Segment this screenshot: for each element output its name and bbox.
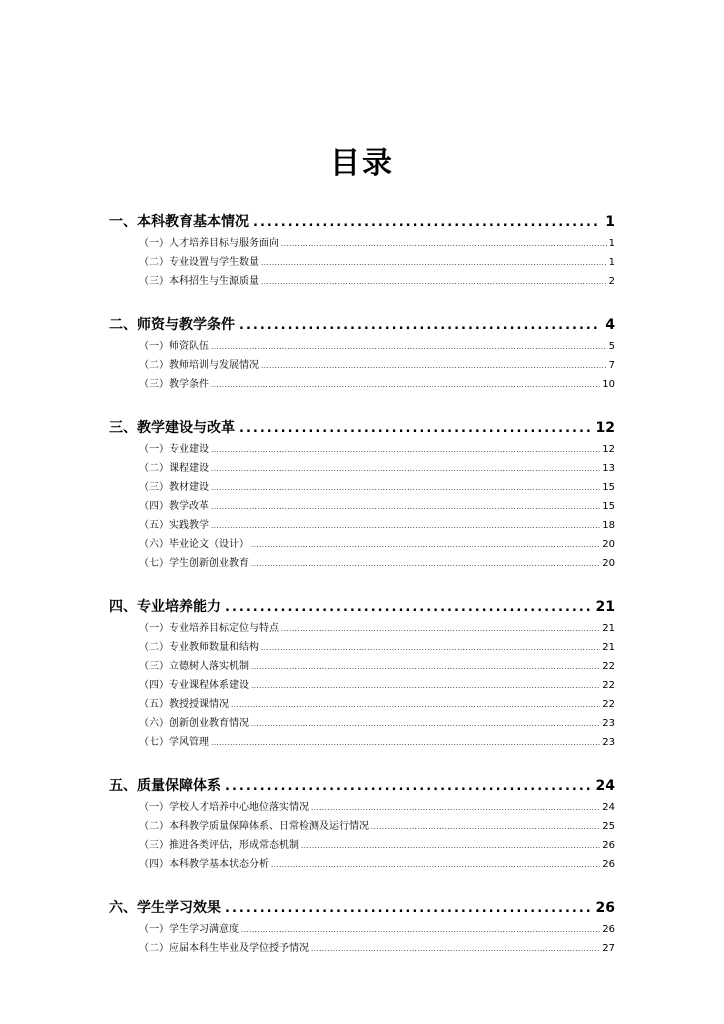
dot-leader: [211, 517, 600, 536]
toc-entry[interactable]: [109, 638, 615, 657]
entry-page-number: 1: [608, 238, 615, 249]
entry-page-number: 23: [602, 737, 615, 748]
dot-leader: [261, 273, 607, 292]
entry-title: （七）学风管理: [139, 737, 209, 748]
toc-entry[interactable]: [109, 375, 615, 394]
toc-entry[interactable]: [109, 337, 615, 356]
entry-page-number: 25: [602, 821, 615, 832]
toc-entry[interactable]: [109, 920, 615, 939]
section-title: 二、师资与教学条件: [109, 317, 235, 333]
dot-leader: [211, 441, 600, 460]
dot-leader: [211, 479, 600, 498]
toc-section-heading[interactable]: [109, 210, 615, 234]
dot-leader: [251, 677, 600, 696]
entry-page-number: 20: [602, 539, 615, 550]
entry-page-number: 22: [602, 699, 615, 710]
entry-page-number: 23: [602, 718, 615, 729]
dot-leader: [301, 837, 600, 856]
toc-entry[interactable]: [109, 836, 615, 855]
toc-section-heading[interactable]: [109, 595, 615, 619]
dot-leader: [231, 696, 600, 715]
section-title: 三、教学建设与改革: [109, 420, 235, 436]
section-page-number: 4: [605, 317, 615, 333]
toc-entry[interactable]: [109, 714, 615, 733]
toc-entry[interactable]: [109, 459, 615, 478]
dot-leader: [281, 620, 600, 639]
entry-title: （三）立德树人落实机制: [139, 661, 249, 672]
section-page-number: 1: [605, 214, 615, 230]
dot-leader: [211, 498, 600, 517]
entry-title: （五）实践教学: [139, 520, 209, 531]
entry-page-number: 15: [602, 482, 615, 493]
entry-page-number: 18: [602, 520, 615, 531]
section-page-number: 24: [595, 778, 615, 794]
dot-leader: [251, 536, 600, 555]
toc-section: [109, 416, 615, 573]
entry-title: （二）专业设置与学生数量: [139, 257, 259, 268]
dot-leader: [261, 639, 600, 658]
entry-title: （六）毕业论文（设计）: [139, 539, 249, 550]
toc-entry[interactable]: [109, 619, 615, 638]
dot-leader: [211, 734, 600, 753]
entry-page-number: 13: [602, 463, 615, 474]
dot-leader: [239, 314, 601, 338]
entry-title: （四）专业课程体系建设: [139, 680, 249, 691]
toc-entry[interactable]: [109, 440, 615, 459]
dot-leader: [211, 376, 600, 395]
entry-page-number: 22: [602, 661, 615, 672]
toc-entry[interactable]: [109, 695, 615, 714]
entry-page-number: 5: [608, 341, 615, 352]
dot-leader: [225, 897, 592, 921]
toc-entry[interactable]: [109, 733, 615, 752]
entry-title: （六）创新创业教育情况: [139, 718, 249, 729]
toc-section-heading[interactable]: [109, 774, 615, 798]
entry-page-number: 2: [608, 276, 615, 287]
entry-title: （一）人才培养目标与服务面向: [139, 238, 279, 249]
dot-leader: [281, 235, 607, 254]
dot-leader: [311, 799, 600, 818]
dot-leader: [311, 940, 600, 959]
dot-leader: [241, 921, 600, 940]
toc-entry[interactable]: [109, 234, 615, 253]
toc-section: [109, 896, 615, 958]
toc-entry[interactable]: [109, 356, 615, 375]
toc-section-heading[interactable]: [109, 416, 615, 440]
dot-leader: [225, 596, 592, 620]
toc-entry[interactable]: [109, 855, 615, 874]
toc-entry[interactable]: [109, 939, 615, 958]
section-title: 六、学生学习效果: [109, 900, 221, 916]
entry-title: （四）本科教学基本状态分析: [139, 859, 269, 870]
entry-page-number: 12: [602, 444, 615, 455]
entry-title: （一）专业建设: [139, 444, 209, 455]
toc-entry[interactable]: [109, 535, 615, 554]
dot-leader: [251, 715, 600, 734]
dot-leader: [271, 856, 600, 875]
entry-title: （七）学生创新创业教育: [139, 558, 249, 569]
toc-section: [109, 313, 615, 394]
dot-leader: [371, 818, 600, 837]
section-title: 五、质量保障体系: [109, 778, 221, 794]
dot-leader: [251, 658, 600, 677]
toc-section-heading[interactable]: [109, 896, 615, 920]
entry-title: （一）学生学习满意度: [139, 924, 239, 935]
entry-title: （二）本科教学质量保障体系、日常检测及运行情况: [139, 821, 369, 832]
toc-entry[interactable]: [109, 516, 615, 535]
dot-leader: [261, 357, 607, 376]
entry-title: （二）课程建设: [139, 463, 209, 474]
entry-page-number: 26: [602, 859, 615, 870]
toc-section: [109, 595, 615, 752]
toc-entry[interactable]: [109, 554, 615, 573]
section-page-number: 21: [595, 599, 615, 615]
toc-entry[interactable]: [109, 798, 615, 817]
entry-title: （一）专业培养目标定位与特点: [139, 623, 279, 634]
toc-entry[interactable]: [109, 272, 615, 291]
toc-section-heading[interactable]: [109, 313, 615, 337]
entry-page-number: 7: [608, 360, 615, 371]
section-page-number: 26: [595, 900, 615, 916]
entry-title: （三）推进各类评估，形成常态机制: [139, 840, 299, 851]
entry-page-number: 15: [602, 501, 615, 512]
toc-entry[interactable]: [109, 497, 615, 516]
toc-entry[interactable]: [109, 676, 615, 695]
section-title: 四、专业培养能力: [109, 599, 221, 615]
dot-leader: [251, 555, 600, 574]
section-page-number: 12: [595, 420, 615, 436]
entry-title: （三）本科招生与生源质量: [139, 276, 259, 287]
toc-section: [109, 210, 615, 291]
entry-title: （二）应届本科生毕业及学位授予情况: [139, 943, 309, 954]
entry-title: （一）学校人才培养中心地位落实情况: [139, 802, 309, 813]
table-of-contents: [109, 210, 615, 958]
entry-page-number: 20: [602, 558, 615, 569]
entry-page-number: 24: [602, 802, 615, 813]
entry-title: （二）专业教师数量和结构: [139, 642, 259, 653]
dot-leader: [225, 775, 592, 799]
dot-leader: [211, 338, 607, 357]
entry-page-number: 27: [602, 943, 615, 954]
entry-page-number: 21: [602, 642, 615, 653]
entry-page-number: 21: [602, 623, 615, 634]
toc-entry[interactable]: [109, 253, 615, 272]
entry-title: （五）教授授课情况: [139, 699, 229, 710]
entry-page-number: 26: [602, 840, 615, 851]
dot-leader: [253, 211, 601, 235]
dot-leader: [261, 254, 607, 273]
page-title: 目录: [330, 146, 394, 181]
entry-page-number: 22: [602, 680, 615, 691]
toc-entry[interactable]: [109, 478, 615, 497]
section-title: 一、本科教育基本情况: [109, 214, 249, 230]
entry-title: （二）教师培训与发展情况: [139, 360, 259, 371]
entry-page-number: 1: [608, 257, 615, 268]
entry-page-number: 10: [602, 379, 615, 390]
entry-page-number: 26: [602, 924, 615, 935]
dot-leader: [239, 417, 592, 441]
entry-title: （一）师资队伍: [139, 341, 209, 352]
toc-entry[interactable]: [109, 817, 615, 836]
toc-entry[interactable]: [109, 657, 615, 676]
entry-title: （四）教学改革: [139, 501, 209, 512]
toc-section: [109, 774, 615, 874]
entry-title: （三）教材建设: [139, 482, 209, 493]
entry-title: （三）教学条件: [139, 379, 209, 390]
dot-leader: [211, 460, 600, 479]
